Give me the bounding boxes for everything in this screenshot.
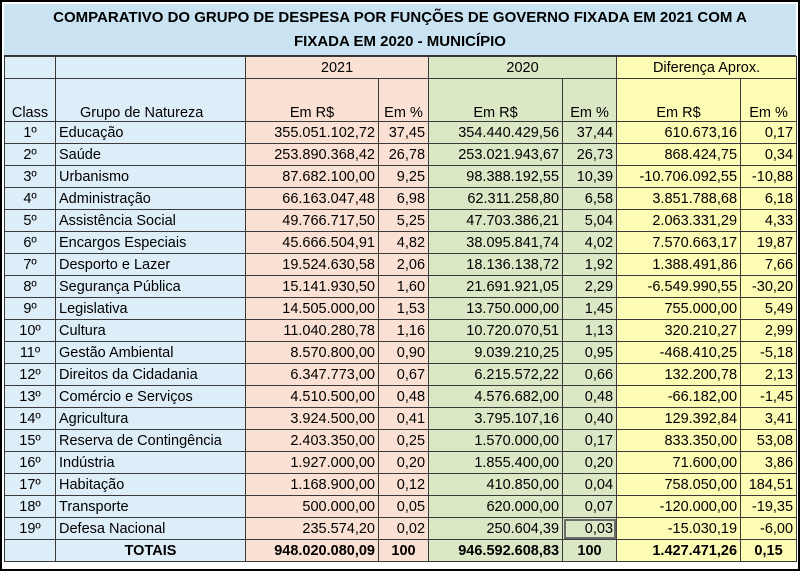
- row-group-name[interactable]: Educação: [56, 122, 246, 144]
- row-pct-2020[interactable]: 37,44: [563, 122, 617, 144]
- row-pct-2021[interactable]: 0,20: [379, 452, 429, 474]
- row-diff-value[interactable]: 7.570.663,17: [617, 232, 741, 254]
- row-pct-2021[interactable]: 1,53: [379, 298, 429, 320]
- table-row: [5, 122, 797, 144]
- table-row: [5, 232, 797, 254]
- row-pct-2020[interactable]: 1,45: [563, 298, 617, 320]
- row-class[interactable]: 4º: [5, 188, 56, 210]
- header-em-rs-2021[interactable]: Em R$: [246, 79, 379, 122]
- row-diff-value[interactable]: 1.388.491,86: [617, 254, 741, 276]
- row-value-2020[interactable]: 253.021.943,67: [429, 144, 563, 166]
- header-em-pct-diff[interactable]: Em %: [741, 79, 797, 122]
- row-class[interactable]: 19º: [5, 518, 56, 540]
- totals-empty-cell: [5, 540, 56, 562]
- row-group-name[interactable]: Direitos da Cidadania: [56, 364, 246, 386]
- header-em-rs-2020[interactable]: Em R$: [429, 79, 563, 122]
- totals-label[interactable]: TOTAIS: [56, 540, 246, 562]
- table-row: [5, 364, 797, 386]
- row-value-2020[interactable]: 38.095.841,74: [429, 232, 563, 254]
- row-pct-2021[interactable]: 1,60: [379, 276, 429, 298]
- row-group-name[interactable]: Transporte: [56, 496, 246, 518]
- title-line-2: FIXADA EM 2020 - MUNICÍPIO: [294, 33, 506, 50]
- row-group-name[interactable]: Comércio e Serviços: [56, 386, 246, 408]
- row-diff-value[interactable]: -66.182,00: [617, 386, 741, 408]
- row-pct-2020[interactable]: 1,92: [563, 254, 617, 276]
- row-group-name[interactable]: Saúde: [56, 144, 246, 166]
- row-group-name[interactable]: Habitação: [56, 474, 246, 496]
- row-value-2021[interactable]: 3.924.500,00: [246, 408, 379, 430]
- row-pct-2020[interactable]: 0,95: [563, 342, 617, 364]
- header-year-2020[interactable]: 2020: [429, 57, 617, 79]
- row-pct-2020[interactable]: 0,04: [563, 474, 617, 496]
- row-group-name[interactable]: Assistência Social: [56, 210, 246, 232]
- row-pct-2020[interactable]: 4,02: [563, 232, 617, 254]
- row-pct-2020[interactable]: 0,66: [563, 364, 617, 386]
- row-diff-pct[interactable]: 6,18: [741, 188, 797, 210]
- row-group-name[interactable]: Segurança Pública: [56, 276, 246, 298]
- row-value-2021[interactable]: 66.163.047,48: [246, 188, 379, 210]
- row-diff-value[interactable]: 129.392,84: [617, 408, 741, 430]
- row-diff-value[interactable]: -120.000,00: [617, 496, 741, 518]
- row-value-2020[interactable]: 6.215.572,22: [429, 364, 563, 386]
- row-pct-2020[interactable]: 0,07: [563, 496, 617, 518]
- row-class[interactable]: 14º: [5, 408, 56, 430]
- table-row: [5, 188, 797, 210]
- row-value-2021[interactable]: 87.682.100,00: [246, 166, 379, 188]
- row-diff-pct[interactable]: -1,45: [741, 386, 797, 408]
- header-em-pct-2021[interactable]: Em %: [379, 79, 429, 122]
- row-value-2020[interactable]: 354.440.429,56: [429, 122, 563, 144]
- row-diff-pct[interactable]: 19,87: [741, 232, 797, 254]
- row-value-2021[interactable]: 14.505.000,00: [246, 298, 379, 320]
- row-diff-pct[interactable]: -30,20: [741, 276, 797, 298]
- row-pct-2021[interactable]: 4,82: [379, 232, 429, 254]
- row-value-2020[interactable]: 13.750.000,00: [429, 298, 563, 320]
- table-row: [5, 452, 797, 474]
- row-value-2020[interactable]: 9.039.210,25: [429, 342, 563, 364]
- table-row: [5, 144, 797, 166]
- row-value-2020[interactable]: 47.703.386,21: [429, 210, 563, 232]
- row-group-name[interactable]: Cultura: [56, 320, 246, 342]
- row-diff-pct[interactable]: 184,51: [741, 474, 797, 496]
- row-pct-2021[interactable]: 26,78: [379, 144, 429, 166]
- row-diff-pct[interactable]: 7,66: [741, 254, 797, 276]
- row-diff-value[interactable]: 3.851.788,68: [617, 188, 741, 210]
- row-pct-2020[interactable]: 0,48: [563, 386, 617, 408]
- row-pct-2021[interactable]: 5,25: [379, 210, 429, 232]
- row-pct-2021[interactable]: 0,48: [379, 386, 429, 408]
- row-value-2021[interactable]: 19.524.630,58: [246, 254, 379, 276]
- row-diff-value[interactable]: 610.673,16: [617, 122, 741, 144]
- row-group-name[interactable]: Administração: [56, 188, 246, 210]
- row-diff-pct[interactable]: 5,49: [741, 298, 797, 320]
- row-diff-value[interactable]: 755.000,00: [617, 298, 741, 320]
- row-group-name[interactable]: Desporto e Lazer: [56, 254, 246, 276]
- table-row: [5, 298, 797, 320]
- row-diff-pct[interactable]: 2,99: [741, 320, 797, 342]
- row-value-2021[interactable]: 1.927.000,00: [246, 452, 379, 474]
- row-diff-value[interactable]: -468.410,25: [617, 342, 741, 364]
- row-pct-2021[interactable]: 6,98: [379, 188, 429, 210]
- row-pct-2020[interactable]: 2,29: [563, 276, 617, 298]
- row-diff-pct[interactable]: -5,18: [741, 342, 797, 364]
- row-diff-value[interactable]: 2.063.331,29: [617, 210, 741, 232]
- row-value-2020[interactable]: 10.720.070,51: [429, 320, 563, 342]
- row-diff-pct[interactable]: 0,17: [741, 122, 797, 144]
- totals-pct-2020[interactable]: 100: [563, 540, 617, 562]
- table-row: [5, 276, 797, 298]
- row-value-2021[interactable]: 2.403.350,00: [246, 430, 379, 452]
- row-value-2021[interactable]: 11.040.280,78: [246, 320, 379, 342]
- row-value-2020[interactable]: 250.604,39: [429, 518, 563, 540]
- row-value-2021[interactable]: 6.347.773,00: [246, 364, 379, 386]
- row-diff-pct[interactable]: 4,33: [741, 210, 797, 232]
- row-diff-value[interactable]: 71.600,00: [617, 452, 741, 474]
- row-group-name[interactable]: Reserva de Contingência: [56, 430, 246, 452]
- row-diff-pct[interactable]: 0,34: [741, 144, 797, 166]
- totals-value-2021[interactable]: 948.020.080,09: [246, 540, 379, 562]
- row-value-2020[interactable]: 3.795.107,16: [429, 408, 563, 430]
- table-row: [5, 254, 797, 276]
- row-pct-2020[interactable]: 0,17: [563, 430, 617, 452]
- row-pct-2021[interactable]: 2,06: [379, 254, 429, 276]
- row-pct-2021[interactable]: 0,05: [379, 496, 429, 518]
- row-pct-2021[interactable]: 1,16: [379, 320, 429, 342]
- row-class[interactable]: 5º: [5, 210, 56, 232]
- row-value-2020[interactable]: 18.136.138,72: [429, 254, 563, 276]
- row-group-name[interactable]: Defesa Nacional: [56, 518, 246, 540]
- row-diff-value[interactable]: -10.706.092,55: [617, 166, 741, 188]
- row-value-2020[interactable]: 1.570.000,00: [429, 430, 563, 452]
- row-value-2021[interactable]: 49.766.717,50: [246, 210, 379, 232]
- row-class[interactable]: 11º: [5, 342, 56, 364]
- row-pct-2020[interactable]: 0,40: [563, 408, 617, 430]
- row-diff-value[interactable]: 868.424,75: [617, 144, 741, 166]
- row-pct-2021[interactable]: 9,25: [379, 166, 429, 188]
- row-diff-pct[interactable]: 3,86: [741, 452, 797, 474]
- row-class[interactable]: 15º: [5, 430, 56, 452]
- row-group-name[interactable]: Encargos Especiais: [56, 232, 246, 254]
- table-row: [5, 496, 797, 518]
- row-value-2021[interactable]: 500.000,00: [246, 496, 379, 518]
- row-pct-2021[interactable]: 0,25: [379, 430, 429, 452]
- row-group-name[interactable]: Indústria: [56, 452, 246, 474]
- header-row-units: [5, 79, 797, 122]
- row-group-name[interactable]: Gestão Ambiental: [56, 342, 246, 364]
- row-value-2021[interactable]: 355.051.102,72: [246, 122, 379, 144]
- row-class[interactable]: 8º: [5, 276, 56, 298]
- row-class[interactable]: 7º: [5, 254, 56, 276]
- row-value-2021[interactable]: 45.666.504,91: [246, 232, 379, 254]
- row-diff-pct[interactable]: -10,88: [741, 166, 797, 188]
- row-pct-2021[interactable]: 0,90: [379, 342, 429, 364]
- row-value-2021[interactable]: 8.570.800,00: [246, 342, 379, 364]
- row-diff-value[interactable]: 758.050,00: [617, 474, 741, 496]
- row-diff-value[interactable]: 132.200,78: [617, 364, 741, 386]
- row-value-2021[interactable]: 15.141.930,50: [246, 276, 379, 298]
- row-diff-pct[interactable]: 3,41: [741, 408, 797, 430]
- row-diff-pct[interactable]: -6,00: [741, 518, 797, 540]
- row-class[interactable]: 10º: [5, 320, 56, 342]
- totals-value-2020[interactable]: 946.592.608,83: [429, 540, 563, 562]
- row-value-2020[interactable]: 620.000,00: [429, 496, 563, 518]
- title-line-1: COMPARATIVO DO GRUPO DE DESPESA POR FUNÇÕES DE GOVERNO FIXADA EM 2021 COM A: [53, 9, 747, 26]
- row-pct-2021[interactable]: 0,12: [379, 474, 429, 496]
- row-group-name[interactable]: Urbanismo: [56, 166, 246, 188]
- row-value-2021[interactable]: 1.168.900,00: [246, 474, 379, 496]
- table-row: [5, 166, 797, 188]
- table-title: [4, 4, 796, 56]
- row-value-2020[interactable]: 410.850,00: [429, 474, 563, 496]
- table-row: [5, 386, 797, 408]
- row-pct-2020[interactable]: 5,04: [563, 210, 617, 232]
- row-diff-pct[interactable]: 2,13: [741, 364, 797, 386]
- header-empty-cell: [56, 57, 246, 79]
- row-value-2020[interactable]: 1.855.400,00: [429, 452, 563, 474]
- row-diff-value[interactable]: -15.030,19: [617, 518, 741, 540]
- header-row-years: [5, 57, 797, 79]
- row-diff-value[interactable]: -6.549.990,55: [617, 276, 741, 298]
- header-empty-cell: [5, 57, 56, 79]
- header-difference[interactable]: Diferença Aprox.: [617, 57, 797, 79]
- row-diff-pct[interactable]: 53,08: [741, 430, 797, 452]
- totals-diff-pct[interactable]: 0,15: [741, 540, 797, 562]
- header-year-2021[interactable]: 2021: [246, 57, 429, 79]
- row-class[interactable]: 18º: [5, 496, 56, 518]
- table-row: [5, 518, 797, 540]
- row-class[interactable]: 13º: [5, 386, 56, 408]
- table-row: [5, 408, 797, 430]
- table-row: [5, 430, 797, 452]
- row-pct-2020[interactable]: 10,39: [563, 166, 617, 188]
- table-row: [5, 210, 797, 232]
- row-value-2021[interactable]: 253.890.368,42: [246, 144, 379, 166]
- header-em-pct-2020[interactable]: Em %: [563, 79, 617, 122]
- row-group-name[interactable]: Legislativa: [56, 298, 246, 320]
- header-em-rs-diff[interactable]: Em R$: [617, 79, 741, 122]
- row-value-2020[interactable]: 4.576.682,00: [429, 386, 563, 408]
- row-group-name[interactable]: Agricultura: [56, 408, 246, 430]
- row-diff-pct[interactable]: -19,35: [741, 496, 797, 518]
- row-class[interactable]: 3º: [5, 166, 56, 188]
- row-value-2021[interactable]: 4.510.500,00: [246, 386, 379, 408]
- row-pct-2020[interactable]: 26,73: [563, 144, 617, 166]
- table-row: [5, 342, 797, 364]
- row-pct-2021[interactable]: 0,67: [379, 364, 429, 386]
- row-diff-value[interactable]: 833.350,00: [617, 430, 741, 452]
- row-class[interactable]: 17º: [5, 474, 56, 496]
- row-class[interactable]: 6º: [5, 232, 56, 254]
- row-pct-2021[interactable]: 0,02: [379, 518, 429, 540]
- row-value-2020[interactable]: 21.691.921,05: [429, 276, 563, 298]
- row-value-2021[interactable]: 235.574,20: [246, 518, 379, 540]
- row-pct-2020[interactable]: 6,58: [563, 188, 617, 210]
- table-row: [5, 474, 797, 496]
- table-row: [5, 320, 797, 342]
- row-pct-2021[interactable]: 0,41: [379, 408, 429, 430]
- row-class[interactable]: 16º: [5, 452, 56, 474]
- totals-diff-value[interactable]: 1.427.471,26: [617, 540, 741, 562]
- row-class[interactable]: 2º: [5, 144, 56, 166]
- totals-row: [5, 540, 797, 562]
- row-diff-value[interactable]: 320.210,27: [617, 320, 741, 342]
- header-group[interactable]: Grupo de Natureza: [56, 79, 246, 122]
- expense-table: [4, 56, 797, 562]
- totals-pct-2021[interactable]: 100: [379, 540, 429, 562]
- header-class[interactable]: Class: [5, 79, 56, 122]
- row-pct-2020[interactable]: 1,13: [563, 320, 617, 342]
- row-class[interactable]: 12º: [5, 364, 56, 386]
- row-value-2020[interactable]: 62.311.258,80: [429, 188, 563, 210]
- row-class[interactable]: 9º: [5, 298, 56, 320]
- row-pct-2021[interactable]: 37,45: [379, 122, 429, 144]
- row-pct-2020[interactable]: 0,20: [563, 452, 617, 474]
- row-class[interactable]: 1º: [5, 122, 56, 144]
- row-value-2020[interactable]: 98.388.192,55: [429, 166, 563, 188]
- row-pct-2020[interactable]: 0,03: [563, 518, 617, 540]
